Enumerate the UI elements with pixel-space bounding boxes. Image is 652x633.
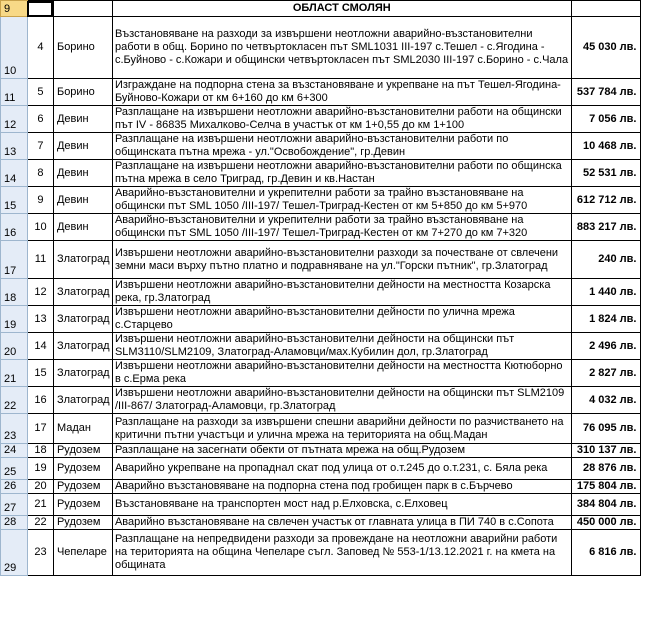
municipality-cell[interactable]: Девин [53,214,112,241]
item-number-cell[interactable]: 4 [27,17,53,79]
municipality-cell[interactable]: Златоград [53,241,112,279]
description-cell[interactable]: Аварийно възстановяване на подпорна стена под гробищен парк в с.Бърчево [112,480,571,494]
gap-cell[interactable] [641,480,652,494]
amount-cell[interactable]: 45 030 лв. [571,17,641,79]
amount-cell[interactable]: 52 531 лв. [571,160,641,187]
row-header[interactable]: 23 [1,414,28,444]
row-header[interactable]: 22 [1,387,28,414]
amount-cell[interactable]: 612 712 лв. [571,187,641,214]
row-header[interactable]: 24 [1,444,28,458]
item-number-cell[interactable]: 11 [27,241,53,279]
description-cell[interactable]: Разплащане на извършени неотложни аварийно-възстановителни работи по общинска пътна мрежа в село Триград, гр.Девин и кв.Настан [112,160,571,187]
municipality-cell[interactable]: Борино [53,17,112,79]
description-cell[interactable]: Възстановяване на транспортен мост над р.Елховска, с.Елховец [112,494,571,516]
municipality-cell[interactable]: Златоград [53,387,112,414]
row-header[interactable]: 10 [1,17,28,79]
table-row [1,444,652,458]
item-number-cell[interactable]: 17 [27,414,53,444]
description-cell[interactable]: Изграждане на подпорна стена за възстановяване и укрепване на път Тешел-Ягодина-Буйново-Кожари от км 6+160 до км 6+300 [112,79,571,106]
gap-cell[interactable] [641,387,652,414]
table-row [1,279,652,306]
gap-cell[interactable] [641,160,652,187]
row-header[interactable]: 25 [1,458,28,480]
municipality-cell[interactable]: Рудозем [53,480,112,494]
row-header[interactable]: 26 [1,480,28,494]
municipality-cell[interactable]: Девин [53,106,112,133]
item-number-cell[interactable]: 6 [27,106,53,133]
gap-cell[interactable] [641,414,652,444]
amount-cell[interactable]: 4 032 лв. [571,387,641,414]
table-row [1,480,652,494]
gap-cell[interactable] [641,17,652,79]
description-cell[interactable]: Извършени неотложни аварийно-възстановителни дейности по улична мрежа с.Старцево [112,306,571,333]
municipality-cell[interactable]: Борино [53,79,112,106]
amount-cell[interactable]: 7 056 лв. [571,106,641,133]
amount-cell[interactable]: 2 827 лв. [571,360,641,387]
table-row [1,214,652,241]
row-header[interactable]: 15 [1,187,28,214]
municipality-cell[interactable]: Чепеларе [53,530,112,576]
table-row [1,494,652,516]
gap-cell[interactable] [641,133,652,160]
gap-cell[interactable] [641,458,652,480]
row-header[interactable]: 28 [1,516,28,530]
item-number-cell[interactable]: 21 [27,494,53,516]
header-cell-amount[interactable] [571,1,641,17]
amount-cell[interactable]: 537 784 лв. [571,79,641,106]
gap-cell[interactable] [641,494,652,516]
gap-cell[interactable] [641,530,652,576]
description-cell[interactable]: Извършени неотложни аварийно-възстановителни дейности на общински път SLM3110/SLM2109, Златоград-Аламовци/мах.Кубилин дол, гр.Златоград [112,333,571,360]
item-number-cell[interactable]: 9 [27,187,53,214]
gap-cell[interactable] [641,516,652,530]
amount-cell[interactable]: 10 468 лв. [571,133,641,160]
item-number-cell[interactable]: 22 [27,516,53,530]
amount-cell[interactable]: 175 804 лв. [571,480,641,494]
item-number-cell[interactable]: 8 [27,160,53,187]
row-header[interactable]: 13 [1,133,28,160]
municipality-cell[interactable]: Девин [53,160,112,187]
description-cell[interactable]: Възстановяване на разходи за извършени неотложни аварийно-възстановителни работи в общ. Борино по четвъртокласен път SML1031 III-197 с.Тешел - с.Ягодина - с.Буйново - с.Кожари и общински четвъртокласен път SML2030 III-197 с.Борино - с.Чала [112,17,571,79]
table-row [1,160,652,187]
description-cell[interactable]: Извършени неотложни аварийно-възстановителни дейности на местността Козарска река, гр.Златоград [112,279,571,306]
table-row [1,360,652,387]
item-number-cell[interactable]: 5 [27,79,53,106]
row-header[interactable]: 29 [1,530,28,576]
row-header[interactable]: 21 [1,360,28,387]
table-row [1,333,652,360]
gap-cell[interactable] [641,360,652,387]
amount-cell[interactable]: 1 440 лв. [571,279,641,306]
description-cell[interactable]: Извършени неотложни аварийно-възстановителни дейности на местността Кютюборно в с.Ерма река [112,360,571,387]
item-number-cell[interactable]: 19 [27,458,53,480]
table-row [1,458,652,480]
description-cell[interactable]: Извършени неотложни аварийно-възстановителни дейности на общински път SLM2109 /III-867/ Златоград-Аламовци, гр.Златоград [112,387,571,414]
gap-cell[interactable] [641,79,652,106]
amount-cell[interactable]: 6 816 лв. [571,530,641,576]
gap-cell[interactable] [641,333,652,360]
gap-cell[interactable] [641,187,652,214]
gap-cell[interactable] [641,1,652,17]
amount-cell[interactable]: 28 876 лв. [571,458,641,480]
description-cell[interactable]: Разплащане на извършени неотложни аварийно-възстановителни работи по общинската пътна мрежа - ул."Освобождение", гр.Девин [112,133,571,160]
amount-cell[interactable]: 384 804 лв. [571,494,641,516]
description-cell[interactable]: Аварийно възстановяване на свлечен участък от главната улица в ПИ 740 в с.Сопота [112,516,571,530]
row-header-9[interactable]: 9 [1,1,28,17]
region-title[interactable]: ОБЛАСТ СМОЛЯН [112,1,571,17]
table-row [1,133,652,160]
description-cell[interactable]: Разплащане на засегнати обекти от пътната мрежа на общ.Рудозем [112,444,571,458]
description-cell[interactable]: Разплащане на разходи за извършени спешни аварийни дейности по разчистването на критични пътни участъци и улична мрежа на територията на общ.Мадан [112,414,571,444]
municipality-cell[interactable]: Рудозем [53,516,112,530]
row-header[interactable]: 12 [1,106,28,133]
description-cell[interactable]: Аварийно-възстановителни и укрепителни работи за трайно възстановяване на общински път SML 1050 /III-197/ Тешел-Триград-Кестен от км 7+270 до км 7+320 [112,214,571,241]
description-cell[interactable]: Извършени неотложни аварийно-възстановителни разходи за почестване от свлечени земни маси върху пътно платно и подравняване на ул."Горски пътник", гр.Златоград [112,241,571,279]
gap-cell[interactable] [641,241,652,279]
item-number-cell[interactable]: 14 [27,333,53,360]
row-header[interactable]: 20 [1,333,28,360]
municipality-cell[interactable]: Рудозем [53,458,112,480]
row-header[interactable]: 14 [1,160,28,187]
amount-cell[interactable]: 1 824 лв. [571,306,641,333]
table-row [1,17,652,79]
amount-cell[interactable]: 310 137 лв. [571,444,641,458]
municipality-cell[interactable]: Златоград [53,279,112,306]
amount-cell[interactable]: 240 лв. [571,241,641,279]
row-header[interactable]: 16 [1,214,28,241]
table-row [1,516,652,530]
amount-cell[interactable]: 2 496 лв. [571,333,641,360]
item-number-cell[interactable]: 20 [27,480,53,494]
municipality-cell[interactable]: Девин [53,187,112,214]
item-number-cell[interactable]: 18 [27,444,53,458]
item-number-cell[interactable]: 23 [27,530,53,576]
municipality-cell[interactable]: Златоград [53,333,112,360]
table-row [1,106,652,133]
municipality-cell[interactable]: Рудозем [53,494,112,516]
header-cell-blank[interactable] [27,1,53,17]
description-cell[interactable]: Разплащане на извършени неотложни аварийно-възстановителни работи на общински път IV - 86835 Михалково-Селча в участък от км 1+0,55 до км 1+100 [112,106,571,133]
table-row [1,530,652,576]
item-number-cell[interactable]: 7 [27,133,53,160]
row-header[interactable]: 27 [1,494,28,516]
municipality-cell[interactable]: Рудозем [53,444,112,458]
item-number-cell[interactable]: 13 [27,306,53,333]
row-header[interactable]: 11 [1,79,28,106]
table-row [1,306,652,333]
header-row [1,1,652,17]
municipality-cell[interactable]: Мадан [53,414,112,444]
item-number-cell[interactable]: 10 [27,214,53,241]
table-row [1,241,652,279]
row-header[interactable]: 19 [1,306,28,333]
table-row [1,387,652,414]
municipality-cell[interactable]: Златоград [53,306,112,333]
item-number-cell[interactable]: 16 [27,387,53,414]
description-cell[interactable]: Разплащане на непредвидени разходи за провеждане на неотложни аварийни работи на територията на община Чепеларе съгл. Заповед № 553-1/13.12.2021 г. на кмета на общината [112,530,571,576]
gap-cell[interactable] [641,279,652,306]
gap-cell[interactable] [641,106,652,133]
description-cell[interactable]: Аварийно-възстановителни и укрепителни работи за трайно възстановяване на общински път SML 1050 /III-197/ Тешел-Триград-Кестен от км 5+850 до км 5+970 [112,187,571,214]
description-cell[interactable]: Аварийно укрепване на пропаднал скат под улица от о.т.245 до о.т.231, с. Бяла река [112,458,571,480]
item-number-cell[interactable]: 12 [27,279,53,306]
amount-cell[interactable]: 76 095 лв. [571,414,641,444]
gap-cell[interactable] [641,444,652,458]
municipality-cell[interactable]: Девин [53,133,112,160]
table-row [1,414,652,444]
municipality-cell[interactable]: Златоград [53,360,112,387]
item-number-cell[interactable]: 15 [27,360,53,387]
amount-cell[interactable]: 883 217 лв. [571,214,641,241]
header-cell-blank-2[interactable] [53,1,112,17]
row-header[interactable]: 17 [1,241,28,279]
amount-cell[interactable]: 450 000 лв. [571,516,641,530]
table-row [1,187,652,214]
gap-cell[interactable] [641,214,652,241]
table-row [1,79,652,106]
row-header[interactable]: 18 [1,279,28,306]
gap-cell[interactable] [641,306,652,333]
